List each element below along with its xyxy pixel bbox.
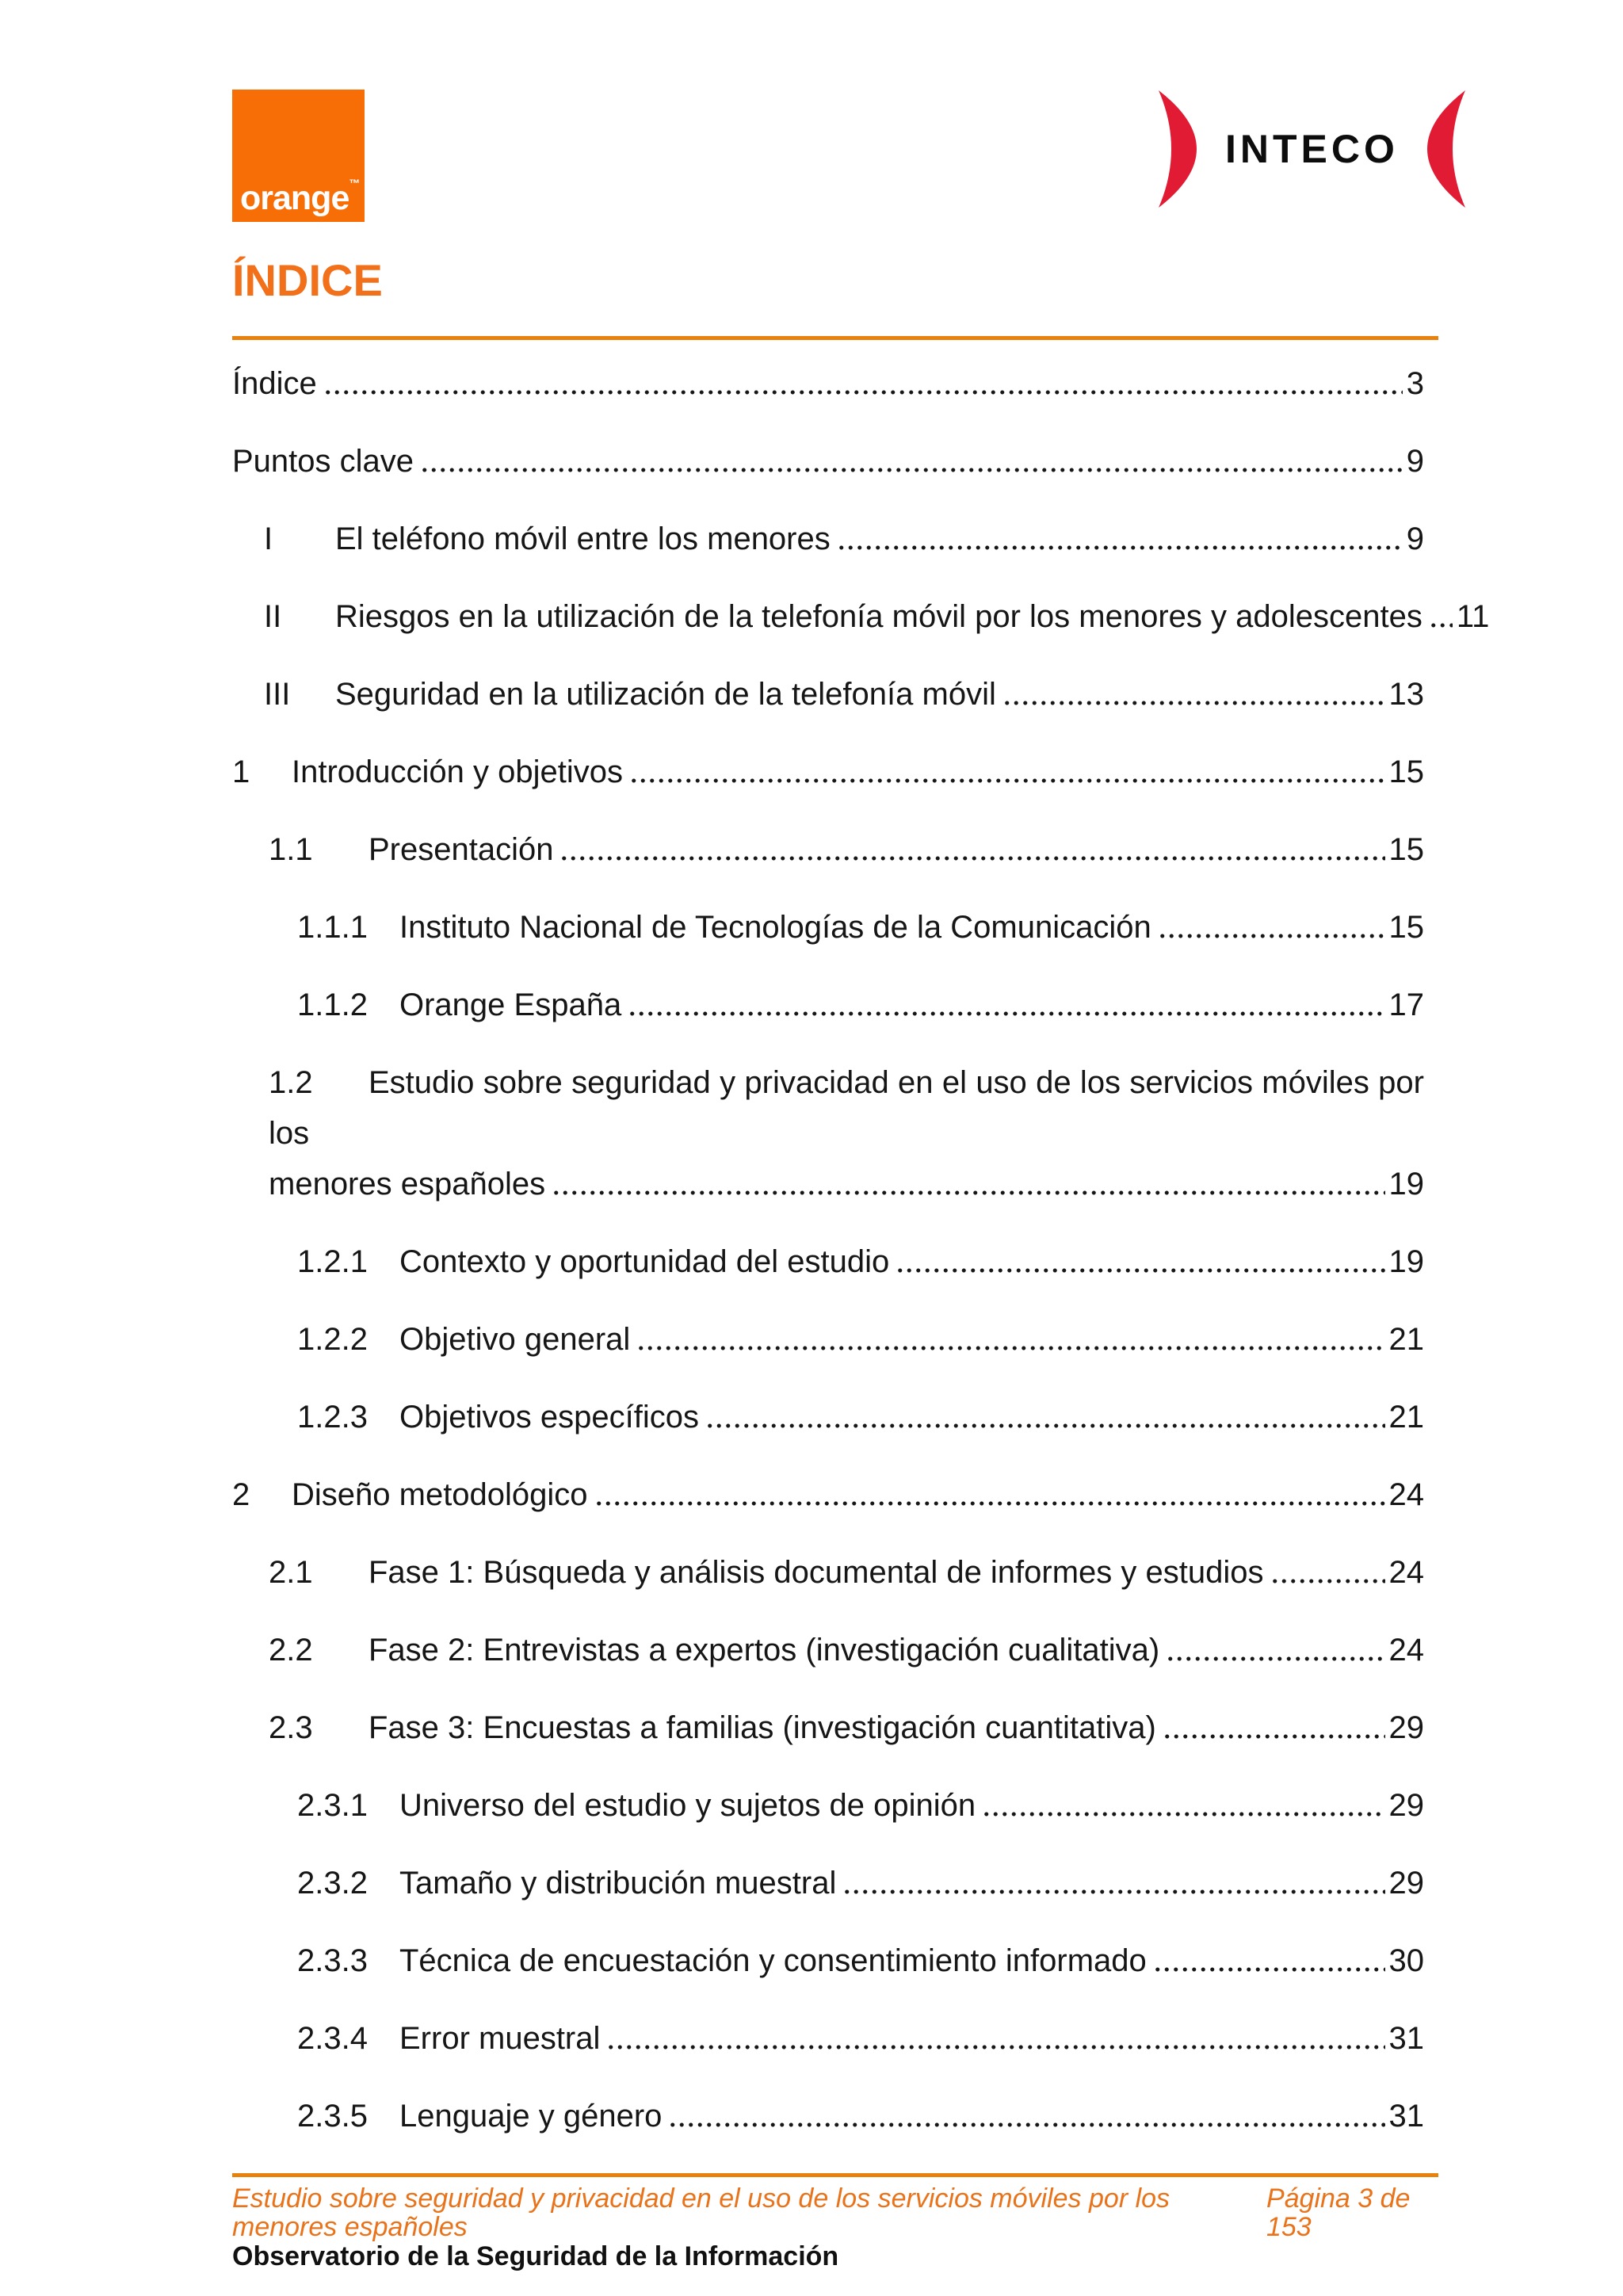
toc-entry-line1: 1.2 Estudio sobre seguridad y privacidad en el uso de los servicios móviles por los xyxy=(269,1057,1424,1159)
toc-entry[interactable] xyxy=(232,1392,1424,1442)
page-title: ÍNDICE xyxy=(232,255,383,305)
dot-leader xyxy=(1002,669,1385,720)
toc-page-number: 11 xyxy=(1456,599,1490,634)
toc-entry-label: Error muestral xyxy=(399,2021,601,2056)
inteco-open-paren-icon xyxy=(1424,86,1473,212)
dot-leader xyxy=(629,747,1384,797)
dot-leader xyxy=(1429,591,1453,642)
dot-leader xyxy=(668,2091,1384,2141)
toc-entry-number: III xyxy=(264,677,291,712)
toc-entry-number: 2.3.5 xyxy=(297,2099,368,2134)
toc-page-number: 13 xyxy=(1388,677,1424,712)
dot-leader xyxy=(1270,1547,1385,1598)
toc-entry-label: Puntos clave xyxy=(232,444,414,479)
toc-entry-number: 1 xyxy=(232,755,250,789)
toc-entry-label: Lenguaje y género xyxy=(399,2099,663,2134)
toc-page-number: 15 xyxy=(1388,910,1424,945)
trademark-symbol: ™ xyxy=(349,177,361,189)
inteco-logo-text: INTECO xyxy=(1225,127,1399,171)
dot-leader xyxy=(705,1392,1385,1442)
dot-leader xyxy=(1153,1935,1385,1986)
toc-entry-number: II xyxy=(264,599,282,634)
toc-entry-number: 2.3.1 xyxy=(297,1788,368,1823)
toc-entry-label: Orange España xyxy=(399,988,622,1022)
toc-entry[interactable] xyxy=(232,1935,1424,1986)
dot-leader xyxy=(420,436,1403,487)
toc-entry-label: Universo del estudio y sujetos de opinión xyxy=(399,1788,976,1823)
toc-entry[interactable] xyxy=(232,824,1424,875)
orange-logo-wordmark xyxy=(240,178,360,216)
page-footer xyxy=(232,2173,1438,2271)
dot-leader xyxy=(552,1159,1384,1209)
toc-page-number: 19 xyxy=(1388,1244,1424,1279)
toc-entry[interactable] xyxy=(232,669,1424,720)
toc-entry[interactable] xyxy=(232,1858,1424,1908)
toc-entry-number: 1.1.2 xyxy=(297,988,368,1022)
dot-leader xyxy=(636,1314,1384,1365)
toc-entry-number: 1.2.2 xyxy=(297,1322,368,1357)
toc-entry-label: Objetivo general xyxy=(399,1322,631,1357)
toc-entry-label: Objetivos específicos xyxy=(399,1400,699,1435)
orange-logo-text: orange xyxy=(240,179,349,217)
dot-leader xyxy=(896,1236,1384,1287)
toc-entry[interactable] xyxy=(232,1236,1424,1287)
dot-leader xyxy=(606,2013,1384,2064)
toc-entry-label: El teléfono móvil entre los menores xyxy=(335,521,831,556)
toc-page-number: 30 xyxy=(1388,1943,1424,1978)
toc-entry[interactable] xyxy=(232,1780,1424,1831)
toc-entry[interactable] xyxy=(232,358,1424,409)
toc-page-number: 24 xyxy=(1388,1477,1424,1512)
toc-entry[interactable] xyxy=(232,514,1424,564)
toc-list xyxy=(232,358,1490,2168)
toc-entry[interactable] xyxy=(232,902,1424,953)
toc-entry-number: 2.3.3 xyxy=(297,1943,368,1978)
toc-entry[interactable] xyxy=(232,1469,1424,1520)
toc-entry-label: Fase 2: Entrevistas a expertos (investigación cualitativa) xyxy=(369,1633,1160,1668)
dot-leader xyxy=(837,514,1403,564)
toc-entry-label: Índice xyxy=(232,366,317,401)
toc-page-number: 3 xyxy=(1406,366,1424,401)
toc-entry-label: Introducción y objetivos xyxy=(292,755,624,789)
toc-page-number: 19 xyxy=(1388,1167,1424,1201)
toc-entry[interactable] xyxy=(232,1314,1424,1365)
toc-entry[interactable] xyxy=(232,1625,1424,1675)
toc-entry-number: 1.1 xyxy=(269,832,313,867)
toc-entry-label: Diseño metodológico xyxy=(292,1477,588,1512)
toc-entry-number: 1.1.1 xyxy=(297,910,368,945)
toc-entry-label: Seguridad en la utilización de la telefonía móvil xyxy=(335,677,996,712)
dot-leader xyxy=(982,1780,1384,1831)
toc-entry[interactable] xyxy=(232,1702,1424,1753)
toc-page-number: 29 xyxy=(1388,1866,1424,1901)
toc-entry-label: Presentación xyxy=(369,832,554,867)
toc-entry-number: 2 xyxy=(232,1477,250,1512)
dot-leader xyxy=(1166,1625,1384,1675)
inteco-close-paren-icon xyxy=(1151,86,1200,212)
toc-entry-label: Tamaño y distribución muestral xyxy=(399,1866,837,1901)
toc-entry[interactable] xyxy=(232,2013,1424,2064)
toc-entry-label: menores españoles xyxy=(269,1167,546,1201)
dot-leader xyxy=(1163,1702,1385,1753)
dot-leader xyxy=(594,1469,1385,1520)
toc-entry-number: 2.3.4 xyxy=(297,2021,368,2056)
footer-rule xyxy=(232,2173,1438,2177)
toc-entry[interactable] xyxy=(232,980,1424,1030)
toc-page-number: 9 xyxy=(1406,444,1424,479)
toc-entry-label: Fase 3: Encuestas a familias (investigación cuantitativa) xyxy=(369,1710,1156,1745)
toc-entry-number: 1.2.1 xyxy=(297,1244,368,1279)
toc-entry-label: Instituto Nacional de Tecnologías de la Comunicación xyxy=(399,910,1151,945)
toc-page-number: 9 xyxy=(1406,521,1424,556)
toc-page-number: 21 xyxy=(1388,1400,1424,1435)
title-rule xyxy=(232,336,1438,340)
toc-page-number: 15 xyxy=(1388,755,1424,789)
toc-entry[interactable] xyxy=(232,747,1424,797)
footer-doc-title: Estudio sobre seguridad y privacidad en el uso de los servicios móviles por los menores españoles xyxy=(232,2183,1170,2242)
dot-leader xyxy=(323,358,1403,409)
toc-entry-label: Riesgos en la utilización de la telefonía móvil por los menores y adolescentes xyxy=(335,599,1423,634)
toc-entry-label: Técnica de encuestación y consentimiento informado xyxy=(399,1943,1147,1978)
toc-entry-number: I xyxy=(264,521,273,556)
toc-entry-number: 2.3 xyxy=(269,1710,313,1745)
dot-leader xyxy=(628,980,1384,1030)
toc-page-number: 21 xyxy=(1388,1322,1424,1357)
dot-leader xyxy=(842,1858,1384,1908)
toc-page-number: 24 xyxy=(1388,1555,1424,1590)
toc-entry[interactable] xyxy=(232,591,1490,642)
toc-entry[interactable] xyxy=(232,2091,1424,2141)
footer-organization: Observatorio de la Seguridad de la Información xyxy=(232,2241,839,2271)
toc-page-number: 24 xyxy=(1388,1633,1424,1668)
toc-page-number: 15 xyxy=(1388,832,1424,867)
toc-entry[interactable] xyxy=(232,436,1424,487)
toc-entry-number: 2.2 xyxy=(269,1633,313,1668)
toc-entry[interactable] xyxy=(232,1547,1424,1598)
inteco-logo xyxy=(1151,82,1473,216)
toc-page-number: 31 xyxy=(1388,2021,1424,2056)
toc-entry[interactable] xyxy=(232,1057,1424,1209)
toc-entry-label: Fase 1: Búsqueda y análisis documental de informes y estudios xyxy=(369,1555,1264,1590)
toc-page-number: 31 xyxy=(1388,2099,1424,2134)
toc-page-number: 17 xyxy=(1388,988,1424,1022)
toc-entry-number: 1.2.3 xyxy=(297,1400,368,1435)
toc-entry-number: 2.3.2 xyxy=(297,1866,368,1901)
orange-logo xyxy=(232,90,365,222)
toc-page-number: 29 xyxy=(1388,1710,1424,1745)
dot-leader xyxy=(1158,902,1385,953)
dot-leader xyxy=(559,824,1384,875)
footer-page-indicator: Página 3 de 153 xyxy=(1266,2183,1411,2242)
toc-page-number: 29 xyxy=(1388,1788,1424,1823)
toc-entry-label: Contexto y oportunidad del estudio xyxy=(399,1244,890,1279)
toc-entry-number: 2.1 xyxy=(269,1555,313,1590)
toc-entry-number: 1.2 xyxy=(269,1065,313,1100)
